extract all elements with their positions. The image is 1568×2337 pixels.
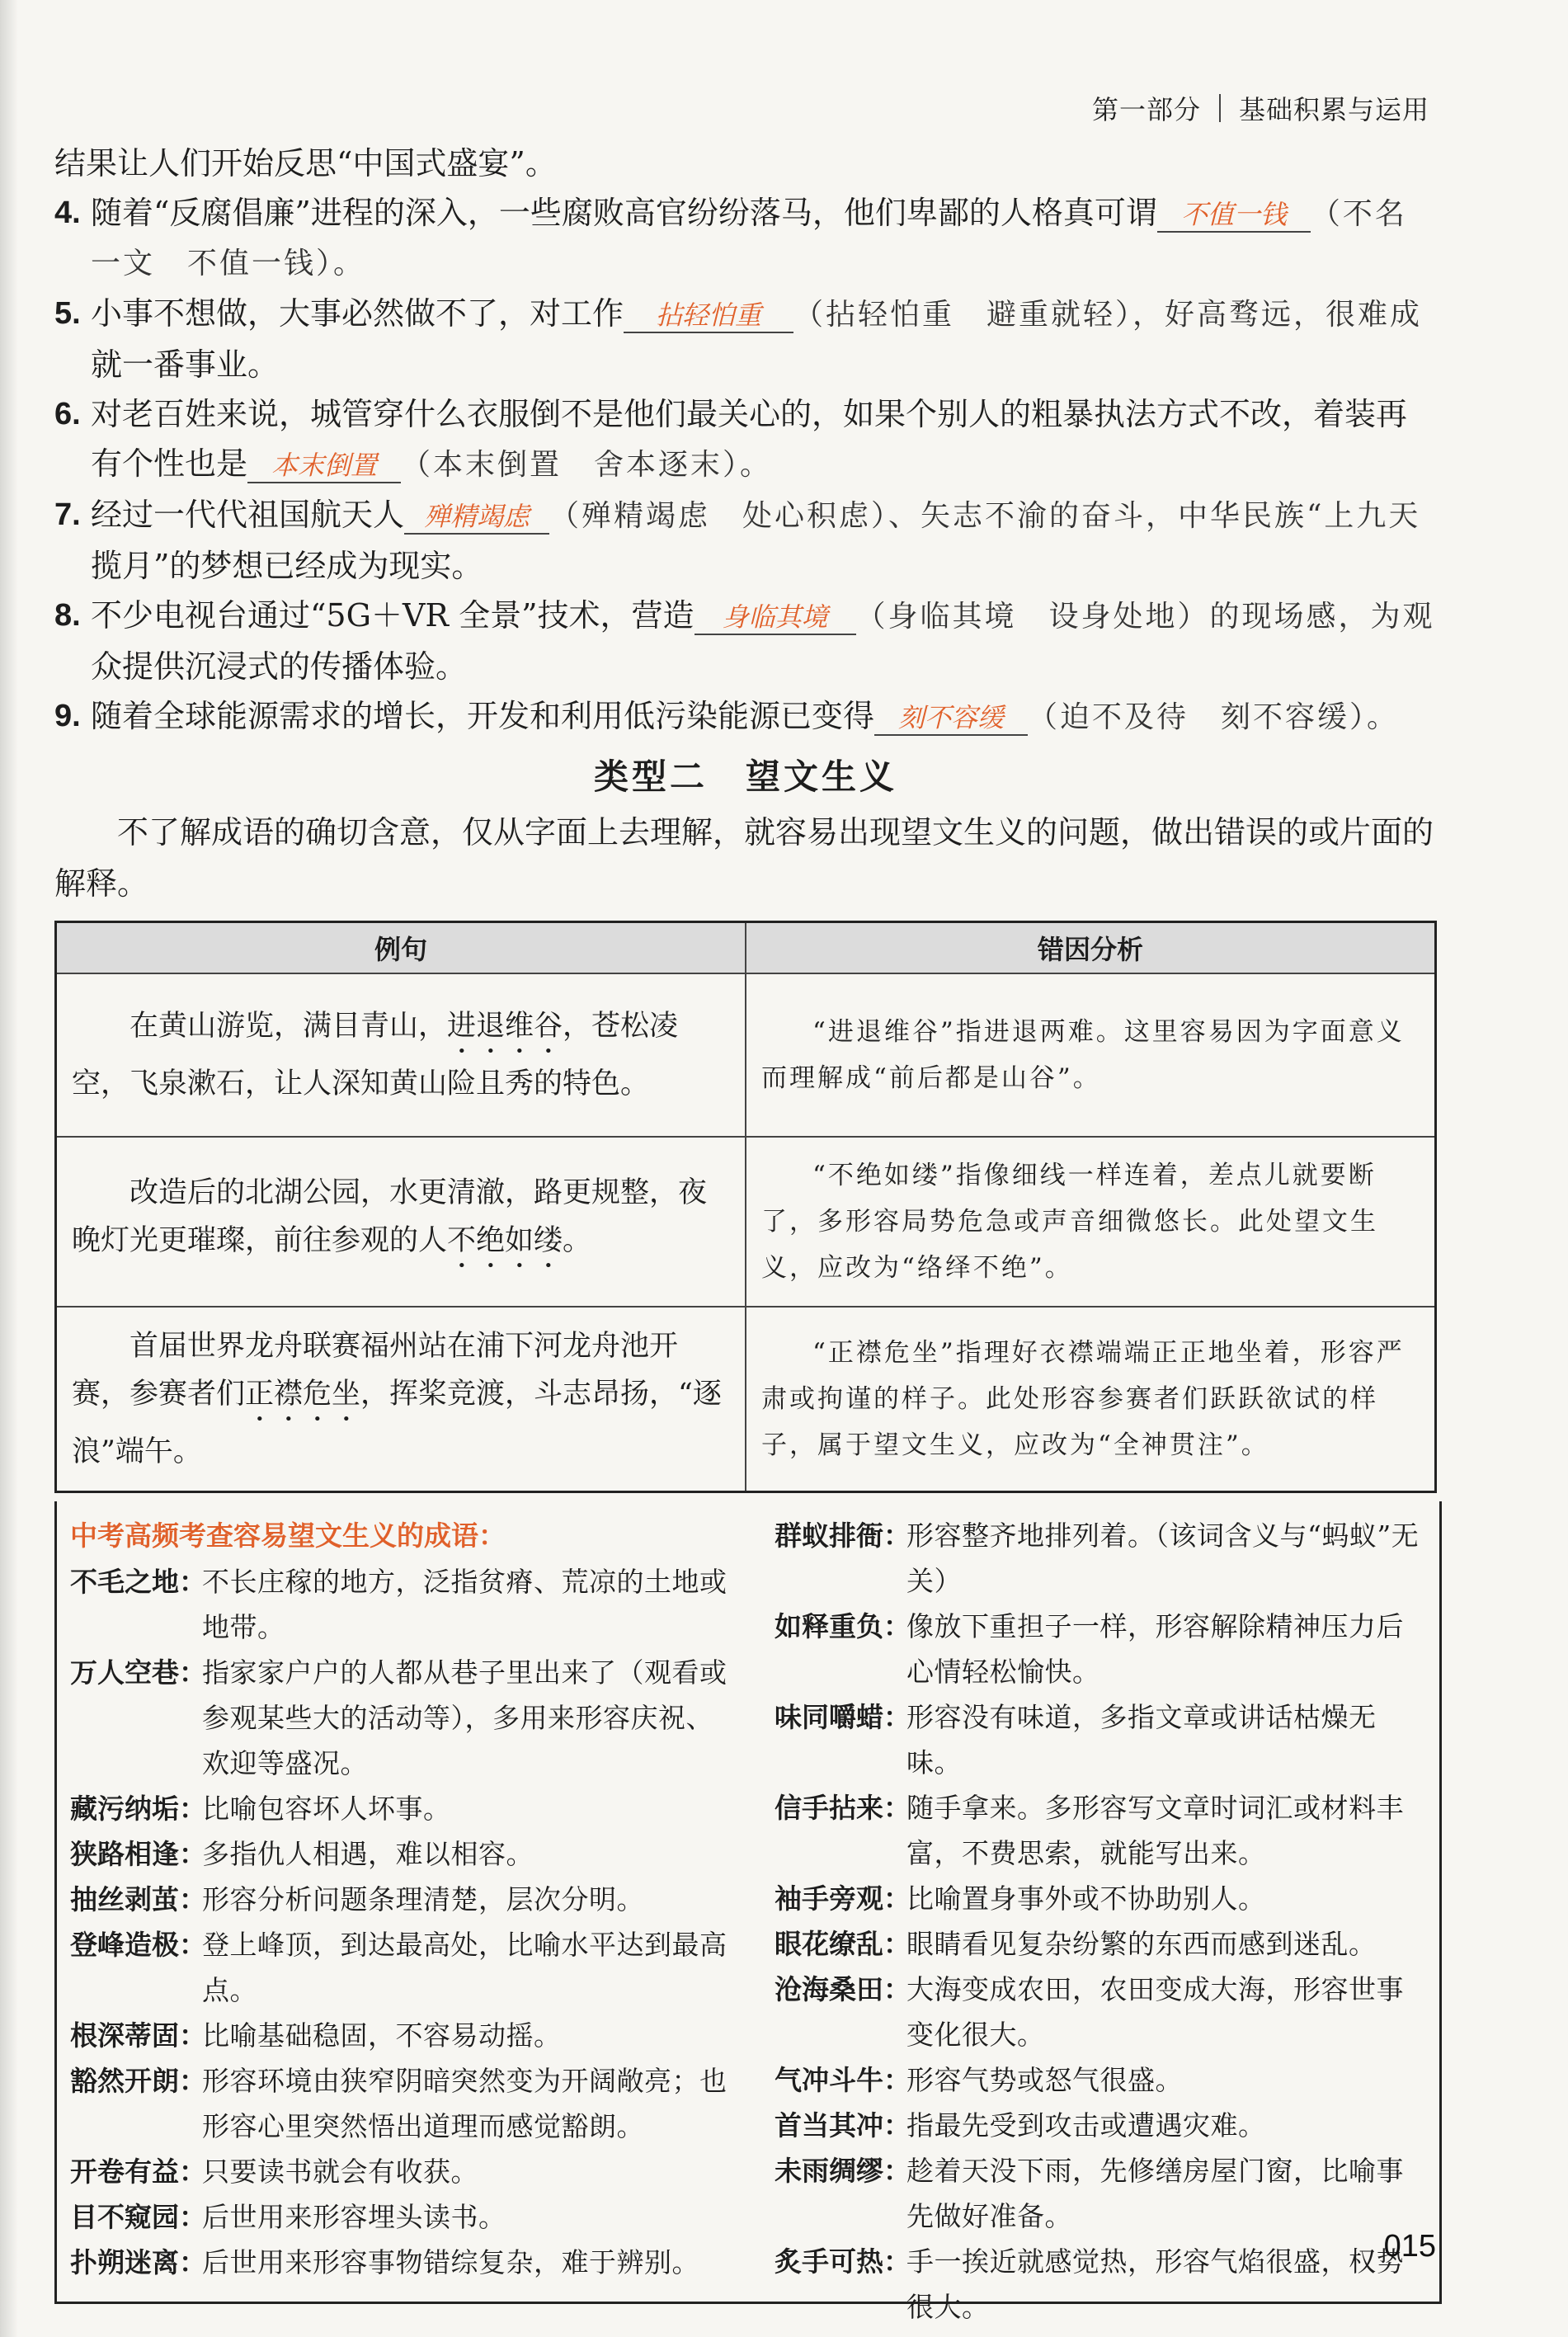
item-text-cont: 就一番事业。 (91, 346, 280, 383)
idiom-term: 登峰造极： (70, 1929, 206, 1961)
idiom-entry (70, 2194, 730, 2240)
idiom-definition: 只要读书就会有收获。 (202, 2156, 478, 2188)
highlighted-idiom: 不绝如缕 (447, 1224, 563, 1257)
example-cell: 在黄山游览，满目青山，进退维谷，苍松凌空，飞泉漱石，让人深知黄山险且秀的特色。 (56, 973, 746, 1137)
table-row (56, 973, 1436, 1137)
page-gutter-shadow (0, 0, 18, 2337)
idiom-entry (70, 1786, 730, 1831)
item-number: 8. (54, 598, 81, 633)
answer-blank: 不值一钱 (1157, 198, 1311, 233)
page-number: 015 (1383, 2229, 1436, 2264)
idiom-term: 不毛之地： (70, 1566, 206, 1598)
idiom-entry (775, 2239, 1426, 2330)
idiom-term: 气冲斗牛： (775, 2064, 911, 2096)
header-part: 第一部分 (1091, 94, 1201, 125)
idiom-entry (70, 1559, 730, 1650)
idiom-definition: 后世用来形容事物错综复杂，难于辨别。 (202, 2246, 699, 2278)
idiom-entry (70, 2149, 730, 2194)
idiom-definition: 多指仇人相遇，难以相容。 (202, 1838, 534, 1870)
page-header (1092, 89, 1429, 127)
idiom-column-left (70, 1513, 730, 2285)
idiom-term: 未雨绸缪： (775, 2155, 911, 2187)
section-intro: 不了解成语的确切含意，仅从字面上去理解，就容易出现望文生义的问题，做出错误的或片面的解释。 (54, 814, 1434, 902)
exercise-item-6 (54, 389, 1437, 490)
table-header-example: 例句 (56, 922, 746, 974)
idiom-entry (775, 1876, 1426, 1921)
idiom-entry (70, 2058, 730, 2149)
idiom-entry (70, 1650, 730, 1786)
analysis-cell: “正襟危坐”指理好衣襟端端正正地坐着，形容严肃或拘谨的样子。此处形容参赛者们跃跃欲试的样子，属于望文生义，应改为“全神贯注”。 (746, 1307, 1436, 1492)
idiom-term: 万人空巷： (70, 1656, 206, 1689)
table-row (56, 1137, 1436, 1307)
idiom-definition: 比喻基础稳固，不容易动摇。 (202, 2019, 562, 2052)
highlighted-idiom: 进退维谷 (447, 1010, 563, 1043)
idiom-entry (775, 1694, 1426, 1785)
item-number: 9. (54, 699, 81, 733)
continued-line: 结果让人们开始反思“中国式盛宴”。 (54, 145, 557, 181)
header-separator (1219, 94, 1221, 122)
idiom-definition: 手一挨近就感觉热，形容气焰很盛，权势很大。 (906, 2245, 1404, 2323)
idiom-term: 抽丝剥茧： (70, 1883, 206, 1915)
item-number: 7. (54, 497, 81, 532)
table-header-row (56, 922, 1436, 974)
item-options: （迫不及待 刻不容缓）。 (1028, 700, 1400, 734)
error-analysis-table (54, 921, 1437, 1493)
item-text-cont: 一文 不值一钱）。 (91, 247, 366, 280)
idiom-definition: 比喻包容坏人坏事。 (202, 1793, 451, 1825)
idiom-term: 藏污纳垢： (70, 1793, 206, 1825)
idiom-term: 如释重负： (775, 1610, 911, 1642)
item-text: 经过一代代祖国航天人 (91, 497, 405, 533)
idiom-term: 眼花缭乱： (775, 1928, 911, 1960)
answer-blank: 身临其境 (695, 601, 856, 635)
idiom-definition: 趁着天没下雨，先修缮房屋门窗，比喻事先做好准备。 (906, 2155, 1404, 2232)
example-cell: 改造后的北湖公园，水更清澈，路更规整，夜晚灯光更璀璨，前往参观的人不绝如缕。 (56, 1137, 746, 1307)
idiom-entry (70, 1877, 730, 1922)
answer-blank: 本末倒置 (247, 449, 401, 483)
idiom-entry (70, 1922, 730, 2013)
idiom-definition: 眼睛看见复杂纷繁的东西而感到迷乱。 (906, 1928, 1377, 1960)
item-text-cont: 众提供沉浸式的传播体验。 (91, 648, 468, 685)
idiom-term: 豁然开朗： (70, 2065, 206, 2097)
idiom-term: 根深蒂固： (70, 2019, 206, 2052)
idiom-list-box (54, 1501, 1442, 2323)
example-cell: 首届世界龙舟联赛福州站在浦下河龙舟池开赛，参赛者们正襟危坐，挥桨竞渡，斗志昂扬，“逐浪”端午。 (56, 1307, 746, 1492)
idiom-definition: 形容没有味道，多指文章或讲话枯燥无味。 (906, 1701, 1377, 1779)
item-number: 5. (54, 296, 81, 331)
highlighted-idiom: 正襟危坐 (245, 1378, 361, 1411)
item-options: （不名 (1310, 197, 1407, 231)
item-options: （拈轻怕重 避重就轻），好高骛远，很难成 (793, 298, 1423, 332)
idiom-term: 沧海桑田： (775, 1973, 911, 2005)
item-options: （本末倒置 舍本逐末）。 (401, 448, 773, 482)
exercise-item-8 (54, 591, 1437, 691)
section-title: 类型二 望文生义 (593, 756, 897, 797)
idiom-term: 首当其冲： (775, 2109, 911, 2141)
item-text-cont: 揽月”的梦想已经成为现实。 (91, 548, 483, 584)
idiom-term: 目不窥园： (70, 2201, 206, 2233)
idiom-term: 狭路相逢： (70, 1838, 206, 1870)
idiom-entry (775, 2103, 1426, 2148)
main-content (54, 139, 1437, 2323)
exercise-item-7 (54, 490, 1437, 591)
item-options: （殚精竭虑 处心积虑）、矢志不渝的奋斗，中华民族“上九天 (549, 499, 1421, 533)
answer-blank: 拈轻怕重 (624, 299, 793, 333)
table-row (56, 1307, 1436, 1492)
item-text: 不少电视台通过“5G＋VR 全景”技术，营造 (91, 597, 695, 634)
idiom-term: 味同嚼蜡： (775, 1701, 911, 1733)
item-text: 随着全球能源需求的增长，开发和利用低污染能源已变得 (91, 698, 875, 734)
idiom-definition: 随手拿来。多形容写文章时词汇或材料丰富，不费思索，就能写出来。 (906, 1792, 1404, 1869)
idiom-list-title: 中考高频考查容易望文生义的成语： (70, 1520, 506, 1552)
answer-blank: 刻不容缓 (874, 701, 1028, 736)
idiom-term: 扑朔迷离： (70, 2246, 206, 2278)
idiom-entry (775, 1967, 1426, 2057)
idiom-definition: 登上峰顶，到达最高处，比喻水平达到最高点。 (202, 1929, 727, 2006)
idiom-column-right (775, 1513, 1426, 2330)
idiom-entry (70, 2013, 730, 2058)
idiom-entry (775, 1785, 1426, 1876)
idiom-term: 袖手旁观： (775, 1882, 911, 1915)
item-text: 小事不想做，大事必然做不了，对工作 (91, 295, 624, 332)
idiom-entry (775, 1921, 1426, 1967)
idiom-definition: 形容整齐地排列着。（该词含义与“蚂蚁”无关） (906, 1520, 1420, 1597)
answer-blank: 殚精竭虑 (404, 500, 549, 535)
idiom-definition: 不长庄稼的地方，泛指贫瘠、荒凉的土地或地带。 (202, 1566, 727, 1643)
idiom-term: 炙手可热： (775, 2245, 911, 2278)
idiom-entry (775, 1604, 1426, 1694)
idiom-entry (70, 2240, 730, 2285)
item-number: 6. (54, 397, 81, 431)
idiom-definition: 大海变成农田，农田变成大海，形容世事变化很大。 (906, 1973, 1404, 2051)
idiom-term: 开卷有益： (70, 2156, 206, 2188)
analysis-cell: “不绝如缕”指像细线一样连着，差点儿就要断了，多形容局势危急或声音细微悠长。此处望文生义，应改为“络绎不绝”。 (746, 1137, 1436, 1307)
table-header-analysis: 错因分析 (746, 922, 1436, 974)
item-text: 对老百姓来说，城管穿什么衣服倒不是他们最关心的，如果个别人的粗暴执法方式不改，着装再 (91, 396, 1408, 432)
idiom-definition: 形容环境由狭窄阴暗突然变为开阔敞亮；也形容心里突然悟出道理而感觉豁朗。 (202, 2065, 727, 2142)
idiom-entry (70, 1831, 730, 1877)
exercise-item-4 (54, 188, 1437, 289)
analysis-cell: “进退维谷”指进退两难。这里容易因为字面意义而理解成“前后都是山谷”。 (746, 973, 1436, 1137)
idiom-entry (775, 1513, 1426, 1604)
idiom-definition: 形容分析问题条理清楚，层次分明。 (202, 1883, 644, 1915)
item-text-cont: 有个性也是 (91, 445, 248, 482)
item-options: （身临其境 设身处地）的现场感，为观 (855, 600, 1435, 634)
idiom-definition: 比喻置身事外或不协助别人。 (906, 1882, 1266, 1915)
idiom-definition: 指最先受到攻击或遭遇灾难。 (906, 2109, 1266, 2141)
item-number: 4. (54, 196, 81, 230)
idiom-definition: 后世用来形容埋头读书。 (202, 2201, 506, 2233)
idiom-definition: 像放下重担子一样，形容解除精神压力后心情轻松愉快。 (906, 1610, 1404, 1688)
header-section: 基础积累与运用 (1238, 94, 1429, 125)
idiom-term: 信手拈来： (775, 1792, 911, 1824)
idiom-definition: 形容气势或怒气很盛。 (906, 2064, 1183, 2096)
idiom-term: 群蚁排衙： (775, 1520, 911, 1552)
exercise-item-5 (54, 289, 1437, 389)
idiom-entry (775, 2148, 1426, 2239)
item-text: 随着“反腐倡廉”进程的深入，一些腐败高官纷纷落马，他们卑鄙的人格真可谓 (91, 195, 1157, 231)
exercise-item-9 (54, 691, 1437, 742)
idiom-definition: 指家家户户的人都从巷子里出来了（观看或参观某些大的活动等），多用来形容庆祝、欢迎等盛况。 (202, 1656, 727, 1779)
idiom-entry (775, 2057, 1426, 2103)
